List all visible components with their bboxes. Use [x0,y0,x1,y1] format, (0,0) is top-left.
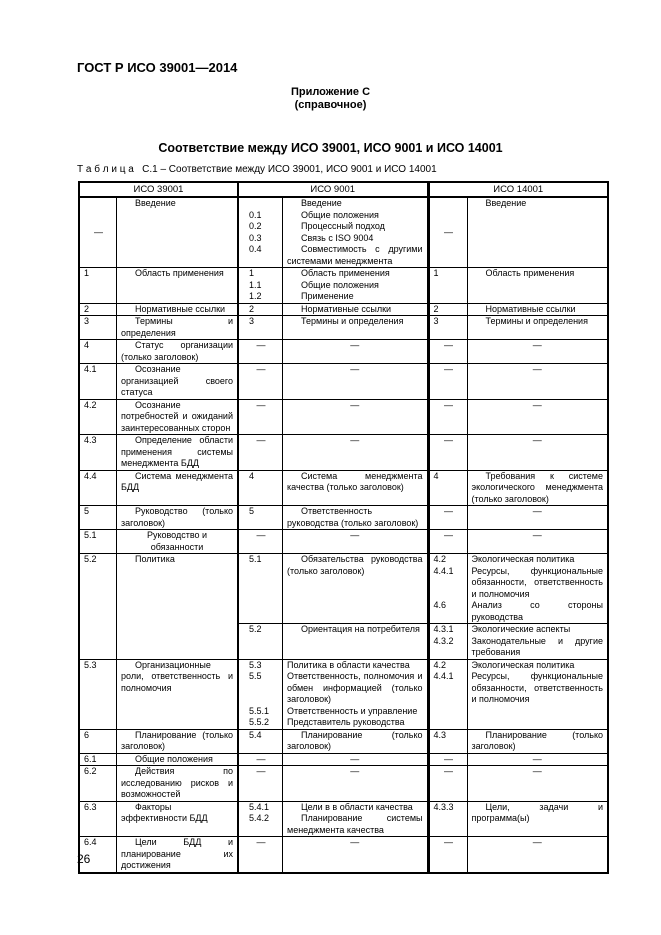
clause-title: Термины и определения [301,316,404,326]
table-row [79,766,608,802]
clause-number: 5.3 [84,659,97,670]
clause-title: — [350,530,360,540]
clause-title: Планирование системы менеджмента качества [287,813,423,835]
table-cell [238,340,428,364]
clause-title: Область применения [301,268,390,278]
clause-number: 4.3.1 [433,624,454,634]
table-row [79,399,608,435]
clause-title: — [532,399,542,410]
clause-title: Статус организации (только заголовок) [121,340,233,362]
clause-title: Процессный подход [301,221,385,231]
clause-number: 4.2 [433,554,447,564]
table-cell [428,554,608,624]
clause-title: Планирование (только заголовок) [287,729,423,751]
clause-title: — [532,530,542,540]
table-cell [79,753,238,766]
table-cell [428,316,608,340]
clause-number: 0.4 [249,244,262,254]
correspondence-table [78,181,609,874]
table-cell [428,303,608,316]
clause-number: 4.4.1 [433,565,454,576]
clause-title: Ответственность, полномочия и обмен информацией (только заголовок) [287,671,423,704]
table-row [79,506,608,530]
clause-number: 3 [249,316,255,326]
clause-number: 5.1 [249,554,262,564]
table-cell [428,753,608,766]
table-row [79,435,608,471]
clause-title: Действия по исследованию рисков и возможностей [121,766,233,799]
table-row [79,659,608,729]
table-caption: Т а б л и ц а С.1 – Соответствие между ИСО 39001, ИСО 9001 и ИСО 14001 [77,164,437,175]
table-cell [428,364,608,400]
clause-number: 0.1 [249,209,262,220]
clause-number: 0.3 [249,232,262,243]
clause-number: 6 [84,729,90,740]
table-cell [428,659,608,729]
table-cell [238,530,428,554]
clause-number: 3 [433,316,439,326]
clause-title: Ответственность руководства (только заголовок) [287,506,419,528]
table-cell [238,837,428,873]
clause-title: Планирование (только заголовок) [121,729,233,751]
clause-number: 5.5.1 [249,705,270,716]
clause-number: — [256,340,266,350]
clause-number: — [444,364,453,374]
table-cell [428,766,608,802]
clause-title: Цели, задачи и программа(ы) [471,801,603,823]
table-row [79,268,608,304]
clause-title: Требования к системе экологического менеджмента (только заголовок) [471,470,603,504]
clause-title: Руководство (только заголовок) [121,506,233,528]
table-cell [238,801,428,837]
clause-number: 1.2 [249,291,262,301]
page-number: 26 [77,852,91,866]
clause-title: Введение [485,198,527,208]
clause-title: Экологическая политика [471,659,575,670]
table-cell [79,766,238,802]
table-header-row [79,182,608,197]
table-cell [238,364,428,400]
table-cell [238,506,428,530]
table-cell [79,399,238,435]
clause-number: 4.4.1 [433,671,454,681]
clause-title: Осознание потребностей и ожиданий заинтересованных сторон [121,399,233,433]
table-cell [238,197,428,268]
clause-number: — [256,530,266,540]
table-cell [428,340,608,364]
table-row [79,729,608,753]
clause-title: Введение [135,198,176,208]
column-header: ИСО 39001 [79,182,238,197]
clause-title: — [350,340,360,350]
table-cell [79,801,238,837]
clause-number: 4.1 [84,364,97,374]
clause-number: 3 [84,316,90,326]
clause-number: 5.2 [249,624,262,634]
table-cell [238,316,428,340]
clause-number: — [444,399,453,410]
table-cell [238,268,428,304]
clause-title: Факторы эффективности БДД [121,801,208,823]
table-row [79,753,608,766]
clause-number: — [444,766,453,776]
table-cell [428,268,608,304]
table-cell [428,435,608,471]
clause-title: Представитель руководства [287,717,405,727]
clause-number: 5.5 [249,671,262,681]
table-cell [238,624,428,660]
clause-number: — [444,435,453,445]
clause-title: Ориентация на потребителя [301,624,420,634]
table-cell [238,303,428,316]
table-row [79,801,608,837]
table-cell [79,303,238,316]
table-cell [79,837,238,873]
clause-number: — [444,506,453,516]
clause-title: — [350,399,360,410]
clause-number: 5.4.1 [249,801,270,812]
clause-title: Организационные роли, ответственность и полномочия [121,659,233,693]
clause-title: Ресурсы, функциональные обязанности, ответственность и полномочия [471,671,603,704]
clause-title: Система менеджмента качества (только заголовок) [287,470,423,492]
table-row [79,554,608,624]
table-cell [428,506,608,530]
clause-number: 4.6 [433,600,447,610]
clause-title: Общие положения [301,279,379,290]
clause-title: Планирование (только заголовок) [471,729,603,751]
clause-number: 2 [84,303,90,314]
clause-title: — [350,435,360,445]
clause-number: — [256,766,266,776]
clause-number: 5.5.2 [249,717,270,727]
table-cell [238,435,428,471]
clause-title: — [532,435,542,445]
table-cell [428,399,608,435]
table-cell [79,364,238,400]
clause-number: 4.3 [84,435,97,445]
clause-number: 4.3 [433,729,447,740]
clause-title: Область применения [485,268,575,278]
clause-title: Связь с ISO 9004 [301,232,374,243]
appendix-title: Приложение С [290,86,371,98]
clause-title: — [532,837,542,847]
clause-number: 4 [249,470,255,481]
table-row [79,470,608,506]
clause-number: 5 [84,506,90,516]
table-cell [79,554,238,660]
table-row [79,316,608,340]
clause-number: 4 [84,340,90,350]
clause-number: 2 [433,303,439,314]
table-cell [238,554,428,624]
clause-title: Политика в области качества [287,659,410,670]
clause-number: 6.2 [84,766,97,776]
clause-title: — [532,364,542,374]
clause-title: Цели в в области качества [301,801,413,812]
clause-number: — [444,837,453,847]
clause-title: Экологическая политика [471,554,575,564]
clause-number: 5.2 [84,554,97,564]
clause-number: — [256,435,266,445]
clause-number: 4.3.2 [433,635,454,646]
clause-number: 1 [433,268,439,278]
clause-title: Совместимость с другими системами менеджмента [287,244,423,266]
clause-title: Общие положения [135,753,213,764]
clause-title: — [350,753,360,764]
table-cell [79,506,238,530]
clause-title: — [532,753,542,764]
clause-title: Политика [135,554,175,564]
clause-title: — [532,506,542,516]
clause-number: 5 [249,506,255,516]
table-cell [238,470,428,506]
table-cell [79,659,238,729]
clause-title: Осознание организацией своего статуса [121,364,233,397]
clause-title: Нормативные ссылки [301,303,392,314]
clause-title: Экологические аспекты [471,624,571,634]
clause-number: 6.1 [84,753,97,764]
table-cell [428,624,608,660]
column-header: ИСО 14001 [428,182,608,197]
clause-number: 5.1 [84,530,97,540]
clause-title: Ответственность и управление [287,705,418,716]
table-row [79,364,608,400]
clause-title: Руководство и обязанности [146,530,208,552]
table-row [79,197,608,268]
appendix-subtitle: (справочное) [294,99,367,111]
clause-number: — [256,399,266,410]
table-cell [428,470,608,506]
clause-number: — [256,753,266,764]
clause-title: — [350,837,360,847]
table-cell [238,659,428,729]
clause-number: — [444,753,453,764]
clause-title: — [532,766,542,776]
clause-number: 0.2 [249,221,262,231]
clause-number [239,198,283,210]
clause-number: — [94,226,103,237]
clause-title: Анализ со стороны руководства [471,600,603,622]
clause-title: Область применения [135,268,224,278]
table-cell [79,197,238,268]
clause-title: Общие положения [301,209,379,220]
clause-title: — [532,340,542,350]
table-cell [79,530,238,554]
table-row [79,340,608,364]
clause-title: — [350,766,360,776]
clause-title: Система менеджмента БДД [121,470,233,492]
appendix-heading [0,86,661,112]
clause-title: Введение [301,198,342,208]
clause-number: 5.4.2 [249,813,270,823]
table-cell [79,729,238,753]
column-header: ИСО 9001 [238,182,428,197]
table-row [79,837,608,873]
clause-title: Применение [301,291,354,301]
table-cell [428,197,608,268]
clause-title: Обязательства руководства (только заголовок) [287,554,423,576]
clause-number: 4.2 [433,659,447,670]
table-cell [238,766,428,802]
table-cell [428,837,608,873]
clause-title: Термины и определения [485,316,588,326]
clause-number: 4.4 [84,470,97,481]
clause-title: Ресурсы, функциональные обязанности, ответственность и полномочия [471,565,603,599]
clause-number: 6.3 [84,801,97,812]
clause-number: — [444,340,453,350]
clause-number: 1 [249,268,255,278]
document-header: ГОСТ Р ИСО 39001—2014 [77,60,238,75]
clause-title: Определение области применения системы менеджмента БДД [121,435,233,468]
clause-title: Цели БДД и планирование их достижения [121,837,233,870]
table-cell [428,530,608,554]
clause-number: 4.3.3 [433,801,454,812]
clause-title: Нормативные ссылки [135,303,226,314]
table-cell [238,399,428,435]
section-title: Соответствие между ИСО 39001, ИСО 9001 и ИСО 14001 [158,141,503,155]
table-row [79,530,608,554]
clause-title: — [350,364,360,374]
clause-title: Законодательные и другие требования [471,635,603,657]
clause-title: Нормативные ссылки [485,303,576,314]
table-row [79,303,608,316]
clause-number: 5.4 [249,729,262,740]
table-cell [79,340,238,364]
clause-number: 5.3 [249,659,262,670]
clause-number: 1.1 [249,279,262,290]
table-cell [428,801,608,837]
table-cell [79,316,238,340]
clause-number: 1 [84,268,90,278]
clause-number: — [444,530,453,540]
table-cell [428,729,608,753]
table-cell [79,470,238,506]
clause-number: — [444,226,453,237]
table-cell [79,268,238,304]
clause-number: 6.4 [84,837,97,847]
clause-number: — [256,364,266,374]
clause-number: — [256,837,266,847]
clause-number: 4.2 [84,399,97,410]
table-cell [238,729,428,753]
clause-number: 2 [249,303,255,314]
clause-title: Термины и определения [121,316,233,338]
table-cell [79,435,238,471]
clause-number: 4 [433,470,439,481]
table-cell [238,753,428,766]
